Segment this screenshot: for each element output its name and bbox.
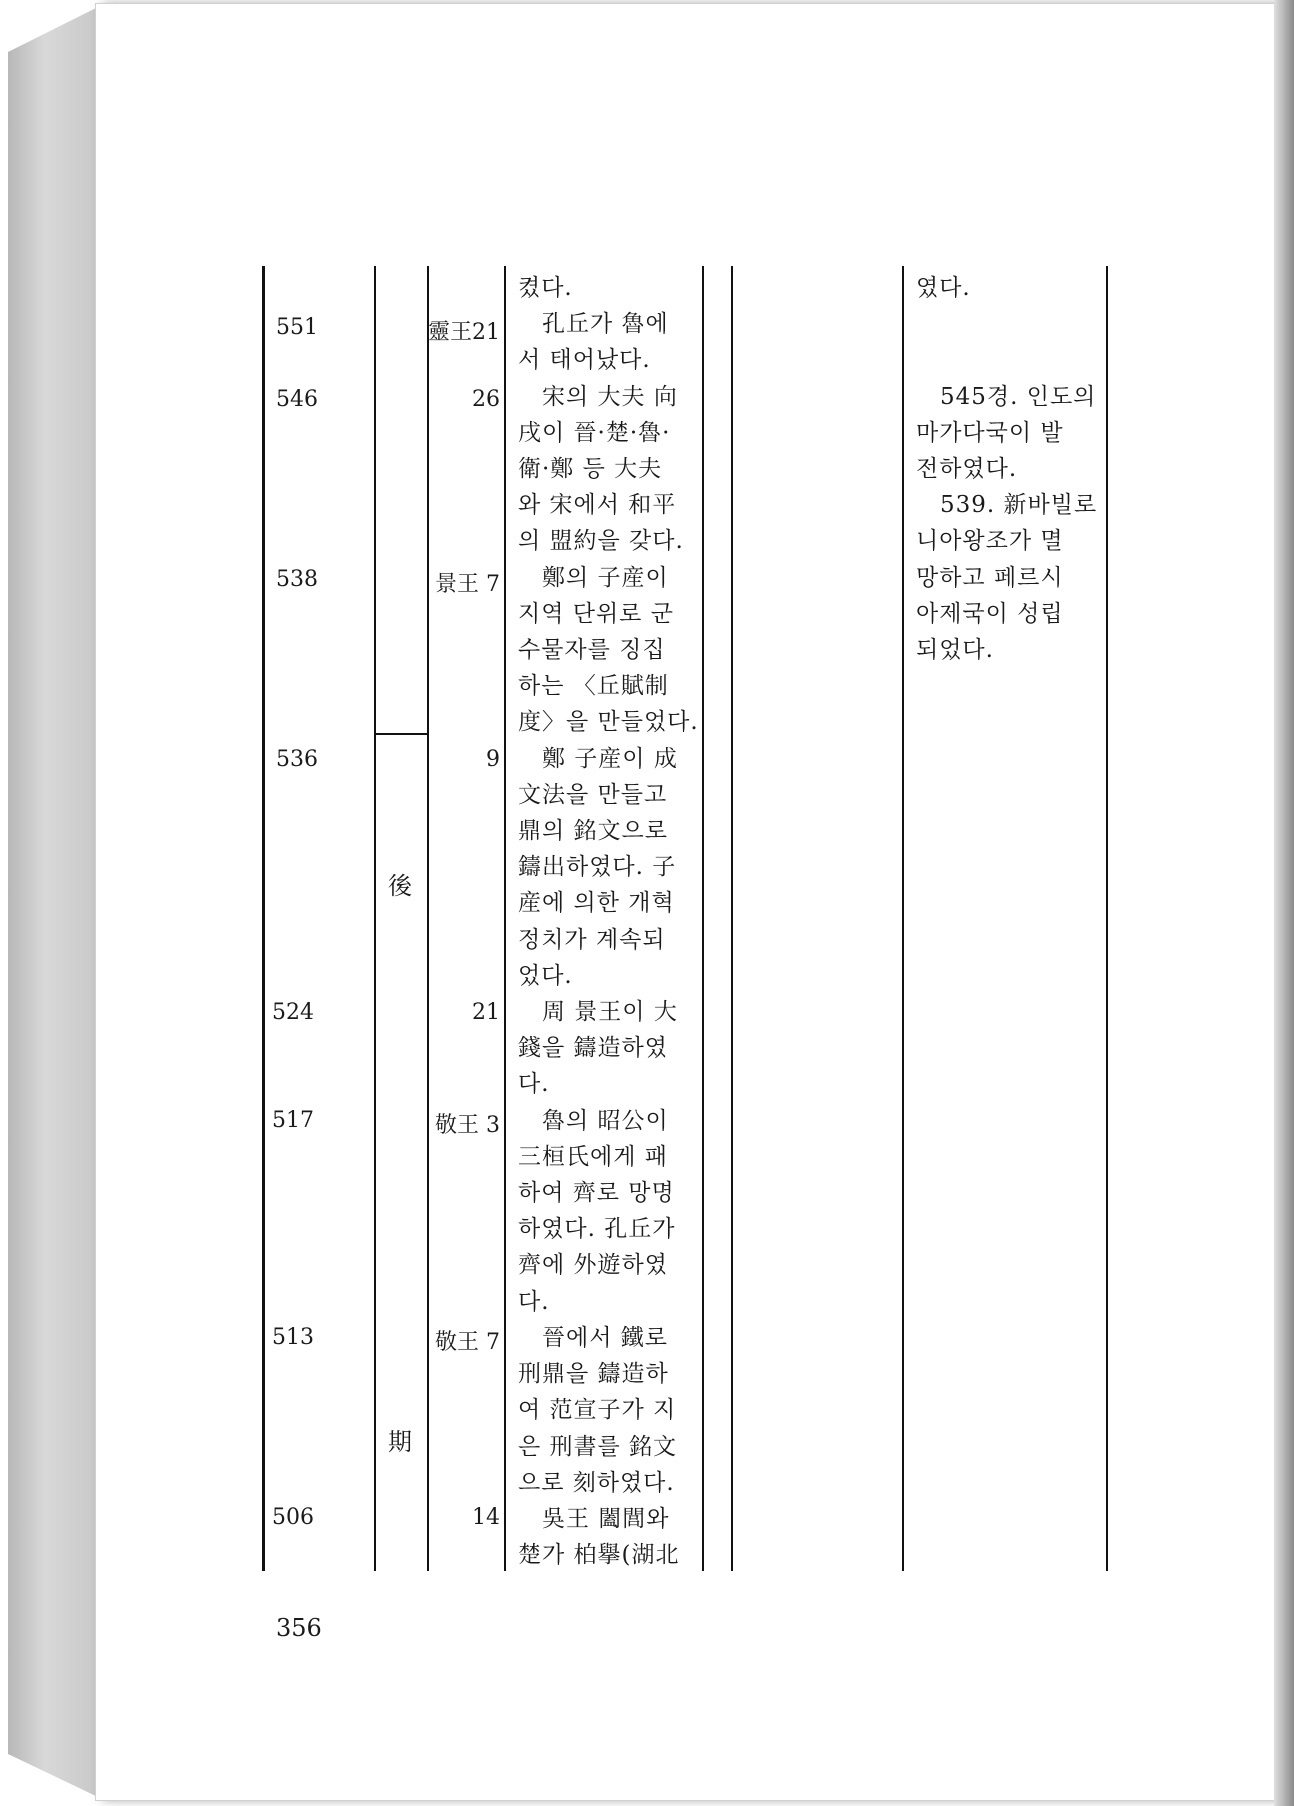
china-event-line: 은 刑書를 銘文 [518, 1433, 678, 1460]
year-538: 538 [276, 567, 318, 592]
china-event-line: 三桓氏에게 패 [518, 1143, 668, 1170]
world-event-line: 니아왕조가 멸 [916, 528, 1064, 555]
page-number: 356 [276, 1614, 322, 1642]
china-event-line: 周 景王이 大 [518, 999, 678, 1026]
year-513: 513 [272, 1325, 314, 1350]
china-event-line: 하여 齊로 망명 [518, 1180, 675, 1207]
china-event-line: 鄭의 子産이 [518, 564, 669, 591]
year-546: 546 [276, 387, 318, 412]
china-event-line: 魯의 昭公이 [518, 1107, 669, 1134]
reign-year: 21 [472, 1000, 500, 1025]
table-rule-korea-left [731, 266, 733, 1571]
china-event-line: 文法을 만들고 [518, 781, 668, 808]
world-event-line: 망하고 페르시 [916, 564, 1064, 591]
table-rule-period-right [427, 266, 429, 1571]
table-rule-china-right [702, 266, 704, 1571]
period-label-period: 期 [388, 1428, 412, 1456]
china-events-column [518, 270, 699, 1573]
reign-year: 景王 7 [435, 572, 500, 597]
reign-year: 敬王 3 [435, 1113, 500, 1138]
china-event-line: 戌이 晉·楚·魯· [518, 419, 671, 446]
world-event-line: 전하였다. [916, 456, 1018, 483]
table-rule-right [1106, 266, 1108, 1571]
china-event-line: 齊에 外遊하였 [518, 1252, 668, 1279]
china-event-line: 다. [518, 1288, 550, 1315]
china-event-line: 鑄出하였다. 子 [518, 854, 677, 881]
china-event-line: 수물자를 징집 [518, 637, 666, 664]
world-event-line: 였다. [916, 275, 971, 301]
china-event-line: 吳王 闔閭와 [518, 1505, 670, 1532]
world-events-column [916, 270, 1097, 668]
page-right-shadow [1274, 0, 1294, 1806]
world-event-line: 545경. 인도의 [916, 383, 1097, 410]
reign-year: 26 [472, 387, 500, 412]
china-event-line: 孔丘가 魯에 [518, 311, 669, 338]
world-event-line: 539. 新바빌로 [916, 492, 1098, 519]
reign-year: 敬王 7 [435, 1330, 500, 1355]
china-event-line: 錢을 鑄造하였 [518, 1035, 668, 1062]
period-divider [376, 733, 427, 735]
china-event-line: 鼎의 銘文으로 [518, 818, 668, 845]
china-event-line: 鄭 子産이 成 [518, 745, 678, 772]
china-event-line: 刑鼎을 鑄造하 [518, 1361, 669, 1388]
china-event-line: 서 태어났다. [518, 347, 651, 374]
world-event-line [916, 306, 1097, 342]
world-event-line: 마가다국이 발 [916, 419, 1064, 446]
world-event-line: 아제국이 성립 [916, 600, 1064, 627]
china-event-line: 으로 刻하였다. [518, 1469, 675, 1496]
world-event-line [916, 342, 1097, 378]
china-event-line: 度〉을 만들었다. [518, 709, 699, 736]
reign-year: 靈王21 [428, 320, 500, 345]
year-517: 517 [272, 1108, 314, 1133]
year-551: 551 [276, 315, 318, 340]
reign-year: 9 [486, 747, 500, 772]
china-event-line: 하였다. 孔丘가 [518, 1216, 676, 1243]
china-event-line: 하는 〈丘賦制 [518, 673, 669, 700]
china-event-line: 켰다. [518, 275, 573, 301]
year-536: 536 [276, 747, 318, 772]
table-rule-left [262, 266, 265, 1571]
china-event-line: 여 范宣子가 지 [518, 1397, 677, 1424]
china-event-line: 지역 단위로 군 [518, 600, 674, 627]
china-event-line: 정치가 계속되 [518, 926, 666, 953]
china-event-line: 와 宋에서 和平 [518, 492, 677, 519]
world-event-line: 되었다. [916, 637, 994, 664]
table-rule-reign-right [504, 266, 506, 1571]
china-event-line: 衛·鄭 등 大夫 [518, 456, 663, 483]
table-rule-period-left [374, 266, 376, 1571]
year-524: 524 [272, 1000, 314, 1025]
reign-year: 14 [472, 1505, 500, 1530]
table-rule-korea-right [902, 266, 904, 1571]
china-event-line: 晉에서 鐵로 [518, 1324, 668, 1351]
period-label-late: 後 [388, 872, 412, 900]
china-event-line: 의 盟約을 갖다. [518, 528, 684, 555]
china-event-line: 楚가 柏擧(湖北 [518, 1542, 680, 1569]
china-event-line: 다. [518, 1071, 550, 1098]
china-event-line: 宋의 大夫 向 [518, 383, 678, 410]
year-506: 506 [272, 1505, 314, 1530]
book-spine-edge [8, 6, 100, 1798]
china-event-line: 産에 의한 개혁 [518, 890, 675, 917]
china-event-line: 었다. [518, 962, 573, 989]
